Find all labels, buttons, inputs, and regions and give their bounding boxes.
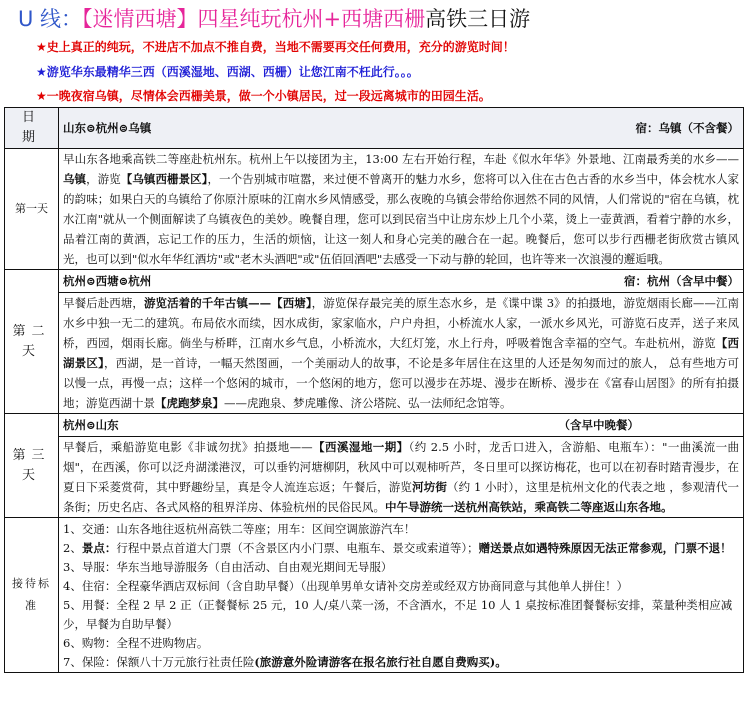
- highlight-text: 游览活着的千年古镇——【西塘】: [143, 296, 312, 310]
- title-main: 【迷情西塘】四星纯玩杭州+西塘西栅: [82, 7, 426, 31]
- term-head: 住宿：: [81, 579, 117, 593]
- terms-label: 接待标准: [5, 518, 59, 673]
- term-head: 用餐：: [81, 598, 117, 612]
- term-num: 7、: [63, 655, 82, 669]
- term-text: 行程中景点首道大门票（不含景区内小门票、电瓶车、景交或索道等）；: [116, 541, 479, 555]
- highlight-2: [36, 62, 419, 82]
- day2-lodging: 宿：杭州（含早中餐）: [624, 274, 739, 288]
- highlight-text: 【西湖景区】: [63, 336, 740, 370]
- text: ——虎跑泉、梦虎雕像、济公塔院、弘一法师纪念馆等。: [224, 396, 512, 410]
- day-title-cell: [59, 414, 744, 437]
- text: ，游览保存最完美的原生态水乡，是《谍中谍 3》的拍摄地，游览烟雨长廊——江南水乡中独一无二的建筑。布局依水而续，因水成街，家家临水，户户舟担，小桥流水人家，一派水乡风光，可游览石皮弄，送子来凤桥，西园，烟雨长廊。倘坐与桥畔，江南水乡气息，小桥流水，大红灯笼，水上行舟，呼吸着饱含幸福的空气。车赴杭州，游览: [63, 296, 740, 350]
- highlight-text: 游览华东最精华三西（西溪湿地、西湖、西栅）让您江南不枉此行。。。: [46, 65, 419, 79]
- term-item: [63, 653, 739, 672]
- term-text: 全程 2 早 2 正（正餐餐标 25 元，10 人/桌八菜一汤，不含酒水，不足 10 人 1 桌按标准团餐餐标安排，菜量种类相应减少，早餐为自助早餐）: [63, 598, 733, 631]
- title-prefix: U 线：: [18, 7, 83, 31]
- day-description: [59, 437, 744, 518]
- star-icon: ★: [36, 89, 47, 103]
- highlight-text: 乌镇: [63, 172, 87, 186]
- table-header-row: [5, 108, 744, 149]
- day-title-cell: [59, 270, 744, 293]
- text: ，西湖，是一首诗，一幅天然图画，一个美丽动人的故事，不论是多年居住在这里的人还是匆匆而过的旅人， 总有些地方可以慢一点，再慢一点；这样一个悠闲的城市，一个悠闲的地方，您可以漫步在苏堤、漫步在断桥、漫步在《富春山居图》的所有拍摄地；游览西湖十景: [63, 356, 739, 410]
- day-label: 第二天: [5, 270, 59, 414]
- term-head: 导服：: [81, 560, 117, 574]
- day3-route: 杭州⊜山东: [63, 418, 119, 432]
- highlight-text: 一晚夜宿乌镇，尽情体会西栅美景，做一个小镇居民，过一段远离城市的田园生活。: [46, 89, 491, 103]
- term-text: 华东当地导游服务（自由活动、自由观光期间无导服）: [116, 560, 393, 574]
- day1-lodging: 宿：乌镇（不含餐）: [635, 121, 739, 135]
- highlight-text: 中午导游统一送杭州高铁站，乘高铁二等座返山东各地。: [385, 500, 673, 514]
- day-row-3: [5, 437, 744, 518]
- term-num: 4、: [63, 579, 82, 593]
- highlight-1: [36, 37, 515, 57]
- text: ，一个告别城市喧嚣，来过便不曾离开的魅力水乡，您将可以入住在古色古香的水乡当中，体会枕水人家的韵味；如果白天的乌镇给了你原汁原味的江南水乡风情感受，那么夜晚的乌镇会带给你迥然不同的风情，人们常说的"宿在乌镇，枕水江南"就从一个侧面解读了乌镇夜色的美妙。晚餐自理，您可以到民宿当中让房东炒上几个小菜，烫上一壶黄酒，看着宁静的水乡，品着江南的黄酒，忘记工作的压力，生活的烦恼，让这一刻人和身心完美的融合在一起。晚餐后，您可以步行西栅老街欣赏古镇风光，也可以到"似水年华红酒坊"或"老木头酒吧"或"伍佰回酒吧"去感受一下动与静的轮回，也许等来一次浪漫的邂逅哦。: [63, 172, 740, 266]
- term-head: 交通：: [81, 522, 117, 536]
- term-head: 购物：: [81, 636, 117, 650]
- itinerary-table: [4, 107, 744, 673]
- text: 早山东各地乘高铁二等座赴杭州东。杭州上午以接团为主，13:00 左右开始行程，车赴《似水年华》外景地、江南最秀美的水乡——: [63, 152, 739, 166]
- day1-route: 山东⊜杭州⊜乌镇: [63, 121, 152, 135]
- day-row-2: [5, 293, 744, 414]
- term-text: 保额八十万元旅行社责任险: [116, 655, 255, 669]
- term-num: 3、: [63, 560, 82, 574]
- highlight-text: 【西溪湿地一期】: [312, 440, 409, 454]
- text: 早餐后，乘船游览电影《非诚勿扰》拍摄地——: [63, 440, 313, 454]
- text: （约 2.5 小时，龙舌口进入，含游船、电瓶车）："一曲溪流一曲烟"，在西溪，你可以泛舟湖漾港汊，可以垂钓河塘柳阴，秋风中可以观柿听芦，冬日里可以探访梅花，也可以在初春时踏青漫步，在夏日下采菱赏荷，其中野趣纷呈，真是令人流连忘返；午餐后，游览: [63, 440, 740, 494]
- day-description: [59, 149, 744, 270]
- day3-meals: （含早中晚餐）: [558, 418, 639, 432]
- terms-row: [5, 518, 744, 673]
- term-note: 赠送景点如遇特殊原因无法正常参观，门票不退！: [478, 541, 732, 555]
- term-head: 保险：: [81, 655, 117, 669]
- highlight-text: 【虎跑梦泉】: [155, 396, 224, 410]
- page-title: [18, 4, 530, 34]
- term-num: 6、: [63, 636, 82, 650]
- day-label: 第三天: [5, 414, 59, 518]
- highlight-text: 史上真正的纯玩，不进店不加点不推自费，当地不需要再交任何费用，充分的游览时间！: [46, 40, 515, 54]
- term-head: 景点：: [81, 541, 117, 555]
- highlight-text: 【乌镇西栅景区】: [120, 172, 208, 186]
- term-item: [63, 577, 739, 596]
- star-icon: ★: [36, 40, 47, 54]
- day-title-row-2: [5, 270, 744, 293]
- title-tail: 高铁三日游: [425, 7, 531, 31]
- day-description: [59, 293, 744, 414]
- date-column-header: 日 期: [5, 108, 59, 149]
- term-text: 全程不进购物店。: [116, 636, 209, 650]
- term-num: 5、: [63, 598, 82, 612]
- term-item: [63, 520, 739, 539]
- term-note: (旅游意外险请游客在报名旅行社自愿自费购买)。: [254, 655, 507, 669]
- day-title-row-3: [5, 414, 744, 437]
- term-item: [63, 539, 739, 558]
- highlight-text: 河坊街: [412, 480, 447, 494]
- term-text: 全程豪华酒店双标间（含自助早餐）（出现单男单女请补交房差或经双方协商同意与其他单人拼住！）: [116, 579, 629, 593]
- text: ，游览: [86, 172, 121, 186]
- route-header: [59, 108, 744, 149]
- day2-route: 杭州⊜西塘⊜杭州: [63, 274, 152, 288]
- terms-list: [59, 518, 744, 673]
- day-label: 第一天: [5, 149, 59, 270]
- term-num: 1、: [63, 522, 82, 536]
- term-item: [63, 558, 739, 577]
- term-num: 2、: [63, 541, 82, 555]
- highlight-3: [36, 86, 491, 106]
- term-text: 山东各地往返杭州高铁二等座；用车：区间空调旅游汽车！: [116, 522, 416, 536]
- text: （约 1 小时），这里是杭州文化的代表之地 ，参观清代一条街；历史名店、各式风格的租界洋房、体验杭州的民俗民风。: [63, 480, 740, 514]
- star-icon: ★: [36, 65, 47, 79]
- day-row-1: [5, 149, 744, 270]
- text: 早餐后赴西塘，: [63, 296, 144, 310]
- term-item: [63, 634, 739, 653]
- term-item: [63, 596, 739, 634]
